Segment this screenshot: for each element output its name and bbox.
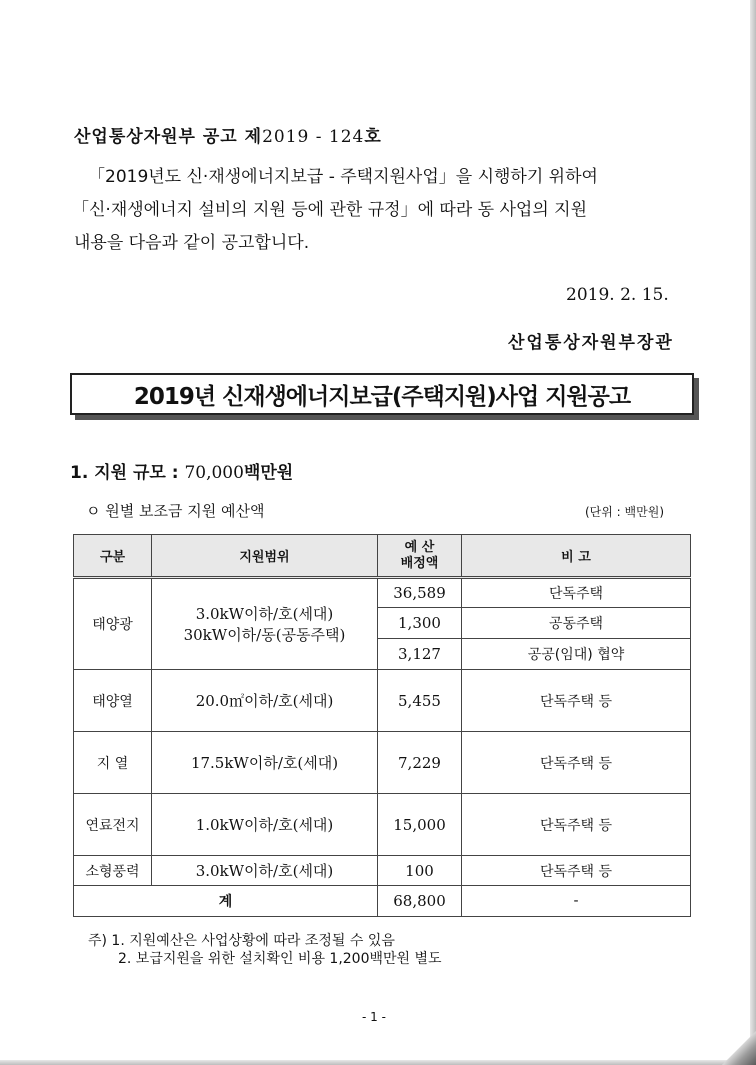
table-total-row: [74, 886, 691, 917]
notice-date: 2019. 2. 15.: [566, 285, 669, 305]
cell-remark: 단독주택 등: [462, 732, 691, 794]
notice-number: 산업통상자원부 공고 제2019 - 124호: [74, 127, 382, 147]
cell-category: 소형풍력: [74, 856, 152, 886]
header-remark: 비 고: [462, 535, 691, 578]
budget-table: [73, 534, 691, 917]
header-category: 구분: [74, 535, 152, 578]
cell-category: 지 열: [74, 732, 152, 794]
cell-category: 태양광: [74, 578, 152, 670]
cell-remark: 단독주택 등: [462, 794, 691, 856]
minister-signature: 산업통상자원부장관: [508, 333, 674, 353]
cell-budget: 100: [378, 856, 462, 886]
cell-budget: 5,455: [378, 670, 462, 732]
footnote-1: 주) 1. 지원예산은 사업상황에 따라 조정될 수 있음: [88, 933, 395, 949]
cell-remark: 공동주택: [462, 608, 691, 639]
body-line-1: 「2019년도 신·재생에너지보급 - 주택지원사업」을 시행하기 위하여: [88, 167, 598, 187]
header-range: 지원범위: [152, 535, 378, 578]
cell-category: 태양열: [74, 670, 152, 732]
page-curl-icon: [722, 1031, 756, 1065]
body-line-3: 내용을 다음과 같이 공고합니다.: [74, 233, 310, 253]
cell-range: 3.0kW이하/호(세대) 30kW이하/동(공동주택): [152, 578, 378, 670]
cell-range: 17.5kW이하/호(세대): [152, 732, 378, 794]
table-header-row: [74, 535, 691, 578]
budget-subheading: ㅇ 원별 보조금 지원 예산액: [86, 502, 265, 520]
cell-budget: 1,300: [378, 608, 462, 639]
cell-budget: 15,000: [378, 794, 462, 856]
cell-remark: 단독주택: [462, 578, 691, 608]
table-row: [74, 578, 691, 608]
header-budget: 예 산 배정액: [378, 535, 462, 578]
cell-remark: 공공(임대) 협약: [462, 639, 691, 670]
document-title-text: 2019년 신재생에너지보급(주택지원)사업 지원공고: [133, 383, 631, 410]
table-row: [74, 670, 691, 732]
cell-category: 연료전지: [74, 794, 152, 856]
page-number: - 1 -: [362, 1010, 386, 1024]
cell-range: 3.0kW이하/호(세대): [152, 856, 378, 886]
total-budget: 68,800: [378, 886, 462, 917]
footnote-2: 2. 보급지원을 위한 설치확인 비용 1,200백만원 별도: [118, 951, 442, 967]
page-edge-bottom: [0, 1060, 756, 1065]
cell-range: 20.0㎡이하/호(세대): [152, 670, 378, 732]
unit-note: (단위 : 백만원): [585, 505, 664, 519]
table-row: [74, 794, 691, 856]
table-row: [74, 732, 691, 794]
total-label: 계: [74, 886, 378, 917]
cell-remark: 단독주택 등: [462, 670, 691, 732]
document-title: [70, 373, 694, 415]
cell-remark: 단독주택 등: [462, 856, 691, 886]
body-line-2: 「신·재생에너지 설비의 지원 등에 관한 규정」에 따라 동 사업의 지원: [72, 200, 588, 220]
total-remark: -: [462, 886, 691, 917]
cell-budget: 7,229: [378, 732, 462, 794]
cell-budget: 3,127: [378, 639, 462, 670]
table-row: [74, 856, 691, 886]
cell-budget: 36,589: [378, 578, 462, 608]
page-edge-right: [750, 0, 756, 1065]
cell-range: 1.0kW이하/호(세대): [152, 794, 378, 856]
section-1-heading: 1. 지원 규모 : 70,000백만원: [70, 463, 294, 483]
